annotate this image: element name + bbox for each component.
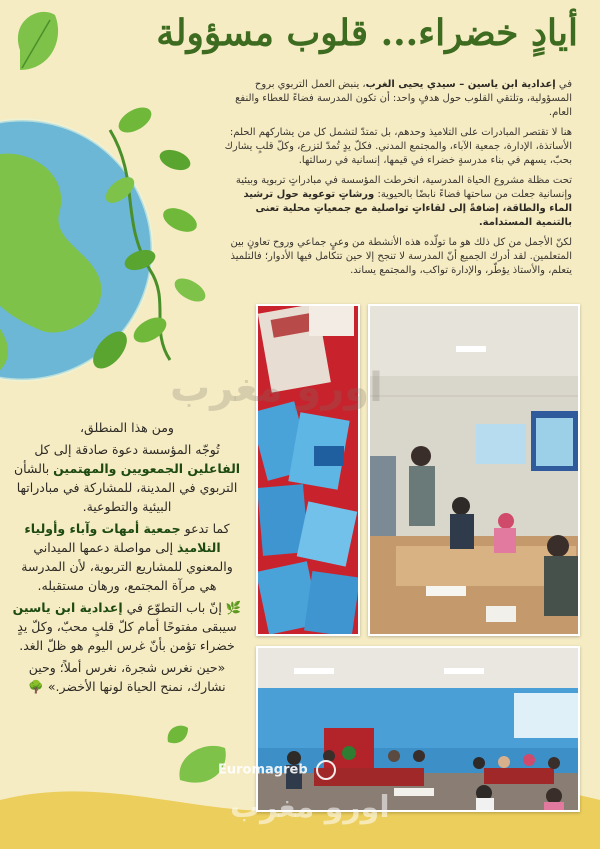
parents-association-highlight: جمعية أمهات وآباء وأولياء التلاميذ: [24, 521, 221, 555]
brand-logo-icon: [316, 760, 336, 780]
photo-classroom-workshop: [368, 304, 580, 636]
school-name: إعدادية ابن ياسين – سيدي يحيى الغرب: [365, 79, 556, 90]
globe-illustration: [0, 120, 152, 380]
watermark-arabic-bottom: اورو مغرب: [230, 790, 390, 825]
intro-article: [222, 78, 572, 284]
intro-paragraph-4: لكنّ الأجمل من كل ذلك هو ما تولّده هذه الأنشطة من وعيٍ جماعي وروح تعاونٍ بين المتعلمين. لقد أدرك الجميع أنّ المدرسة لا تنجح إلا حين تتكامل فيها الأدوار؛ فالتلميذ يتعلم، والأستاذ يؤطّر، والإدارة تواكب، والمجتمع يساند.: [230, 237, 572, 276]
school-name-highlight: إعدادية ابن ياسين: [12, 600, 123, 615]
watermark-brand: Euromagreb: [218, 760, 336, 780]
photo-books: [256, 304, 360, 636]
watermark-arabic-top: اورو مغرب: [170, 365, 383, 411]
closing-quote: «حين نغرس شجرة، نغرس أملاً؛ وحين نشارك، نمنح الحياة لونها الأخضر.» 🌳: [28, 660, 226, 694]
page-title: أيادٍ خضراء... قلوب مسؤولة: [156, 12, 578, 54]
side-line-3: كما تدعو جمعية أمهات وآباء وأولياء التلاميذ إلى مواصلة دعمها الميداني والمعنوي للمشاريع التربوية، لأن المدرسة هي مرآة المجتمع، ورهان مستقبله.: [21, 521, 233, 593]
workshops-highlight: ورشاتٍ توعوية حول ترشيد الماء والطاقة، إضافةً إلى لقاءاتٍ تواصلية مع جمعياتٍ محلية تعنى بالتنمية المستدامة.: [243, 189, 572, 228]
side-line-2: تُوجّه المؤسسة دعوة صادقة إلى كل الفاعلين الجمعويين والمهتمين بالشأن التربوي في المدينة، للمشاركة في مبادراتها البيئية والتطوعية.: [13, 442, 241, 514]
photo-meeting-hall: [256, 646, 580, 812]
associations-highlight: الفاعلين الجمعويين والمهتمين: [53, 461, 241, 476]
side-line-1: ومن هذا المنطلق،: [80, 420, 174, 435]
side-line-4: 🌿 إنّ باب التطوّع في إعدادية ابن ياسين سيبقى مفتوحًا أمام كلّ قلبٍ محبّ، وكلّ يدٍ خضراء تؤمن بأنّ غرس اليوم هو ظلّ الغد.: [12, 600, 242, 653]
intro-paragraph-2: هنا لا تقتصر المبادرات على التلاميذ وحدهم، بل تمتدّ لتشمل كل من يشاركهم الحلم: الأساتذة، الإدارة، جمعية الآباء، والمجتمع المدني. فكلّ يدٍ تُمدّ لتزرع، وكلّ قلبٍ يشارك بحبّ، يسهم في بناء مدرسةٍ خضراء في قيمها، إنسانية في رسالتها.: [224, 127, 572, 166]
call-to-action-text: [12, 418, 242, 699]
intro-paragraph-1: في إعدادية ابن ياسين – سيدي يحيى الغرب، ينبض العمل التربوي بروح المسؤولية، وتلتقي القلوب حول هدفٍ واحد: أن تكون المدرسة فضاءً للعطاء والنفع العام.: [235, 79, 572, 118]
intro-paragraph-3: تحت مظلة مشروع الحياة المدرسية، انخرطت المؤسسة في مبادراتٍ تربوية وبيئية وإنسانية جعلت من ساحتها فضاءً نابضًا بالحيوية: ورشاتٍ توعوية حول ترشيد الماء والطاقة، إضافةً إلى لقاءاتٍ تواصلية مع جمعياتٍ محلية تعنى بالتنمية المستدامة.: [235, 175, 572, 228]
